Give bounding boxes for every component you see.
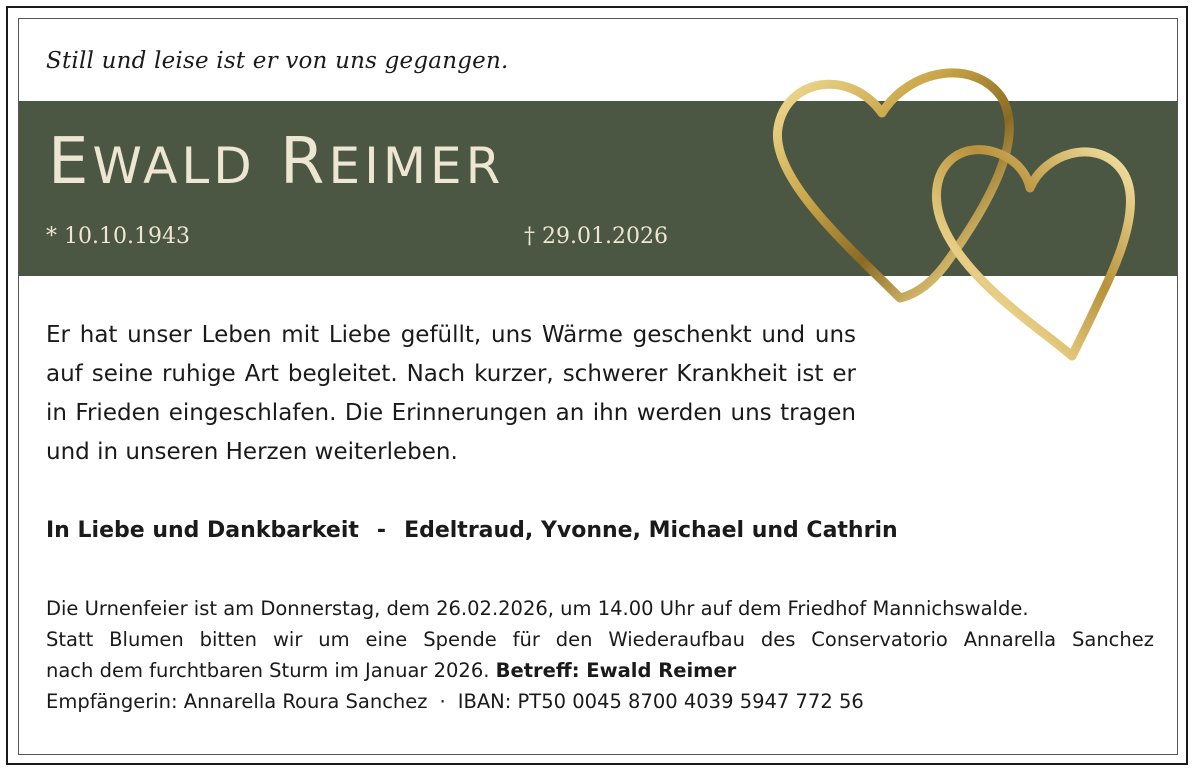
recipient: Empfängerin: Annarella Roura Sanchez: [46, 690, 428, 713]
right-heart-icon: [936, 150, 1130, 356]
death-date: † 29.01.2026: [524, 224, 668, 249]
bank-line: [46, 686, 1154, 717]
first-name: EWALD: [48, 125, 256, 199]
thanks-label: In Liebe und Dankbarkeit: [46, 518, 359, 543]
verse: Still und leise ist er von uns gegangen.: [46, 48, 509, 74]
last-name: REIMER: [280, 125, 505, 199]
donation-reference-line: [46, 655, 1154, 686]
family-names: Edeltraud, Yvonne, Michael und Cathrin: [404, 518, 898, 543]
dot-separator: ·: [439, 690, 446, 713]
iban: IBAN: PT50 0045 8700 4039 5947 772 56: [457, 690, 864, 713]
reference: Betreff: Ewald Reimer: [495, 659, 737, 682]
storm-text: nach dem furchtbaren Sturm im Januar 2026.: [46, 659, 490, 682]
memorial-text: Er hat unser Leben mit Liebe gefüllt, uns Wärme geschenkt und uns auf seine ruhige Art begleitet. Nach kurzer, schwerer Krankheit ist er in Frieden eingeschlafen. Die Erinnerungen an ihn werden uns tragen und in unseren Herzen weiterleben.: [46, 322, 856, 465]
deceased-name: [48, 125, 505, 199]
thanks-separator: -: [376, 518, 387, 543]
donation-line: Statt Blumen bitten wir um eine Spende für den Wiederaufbau des Conservatorio Annarella Sanchez: [46, 628, 1154, 651]
birth-date: * 10.10.1943: [46, 224, 190, 249]
left-heart-icon: [777, 73, 1009, 298]
ceremony-line: Die Urnenfeier ist am Donnerstag, dem 26.02.2026, um 14.00 Uhr auf dem Friedhof Mannichswalde.: [46, 597, 1029, 620]
thanks-line: [46, 518, 898, 543]
funeral-info: [46, 593, 1154, 717]
